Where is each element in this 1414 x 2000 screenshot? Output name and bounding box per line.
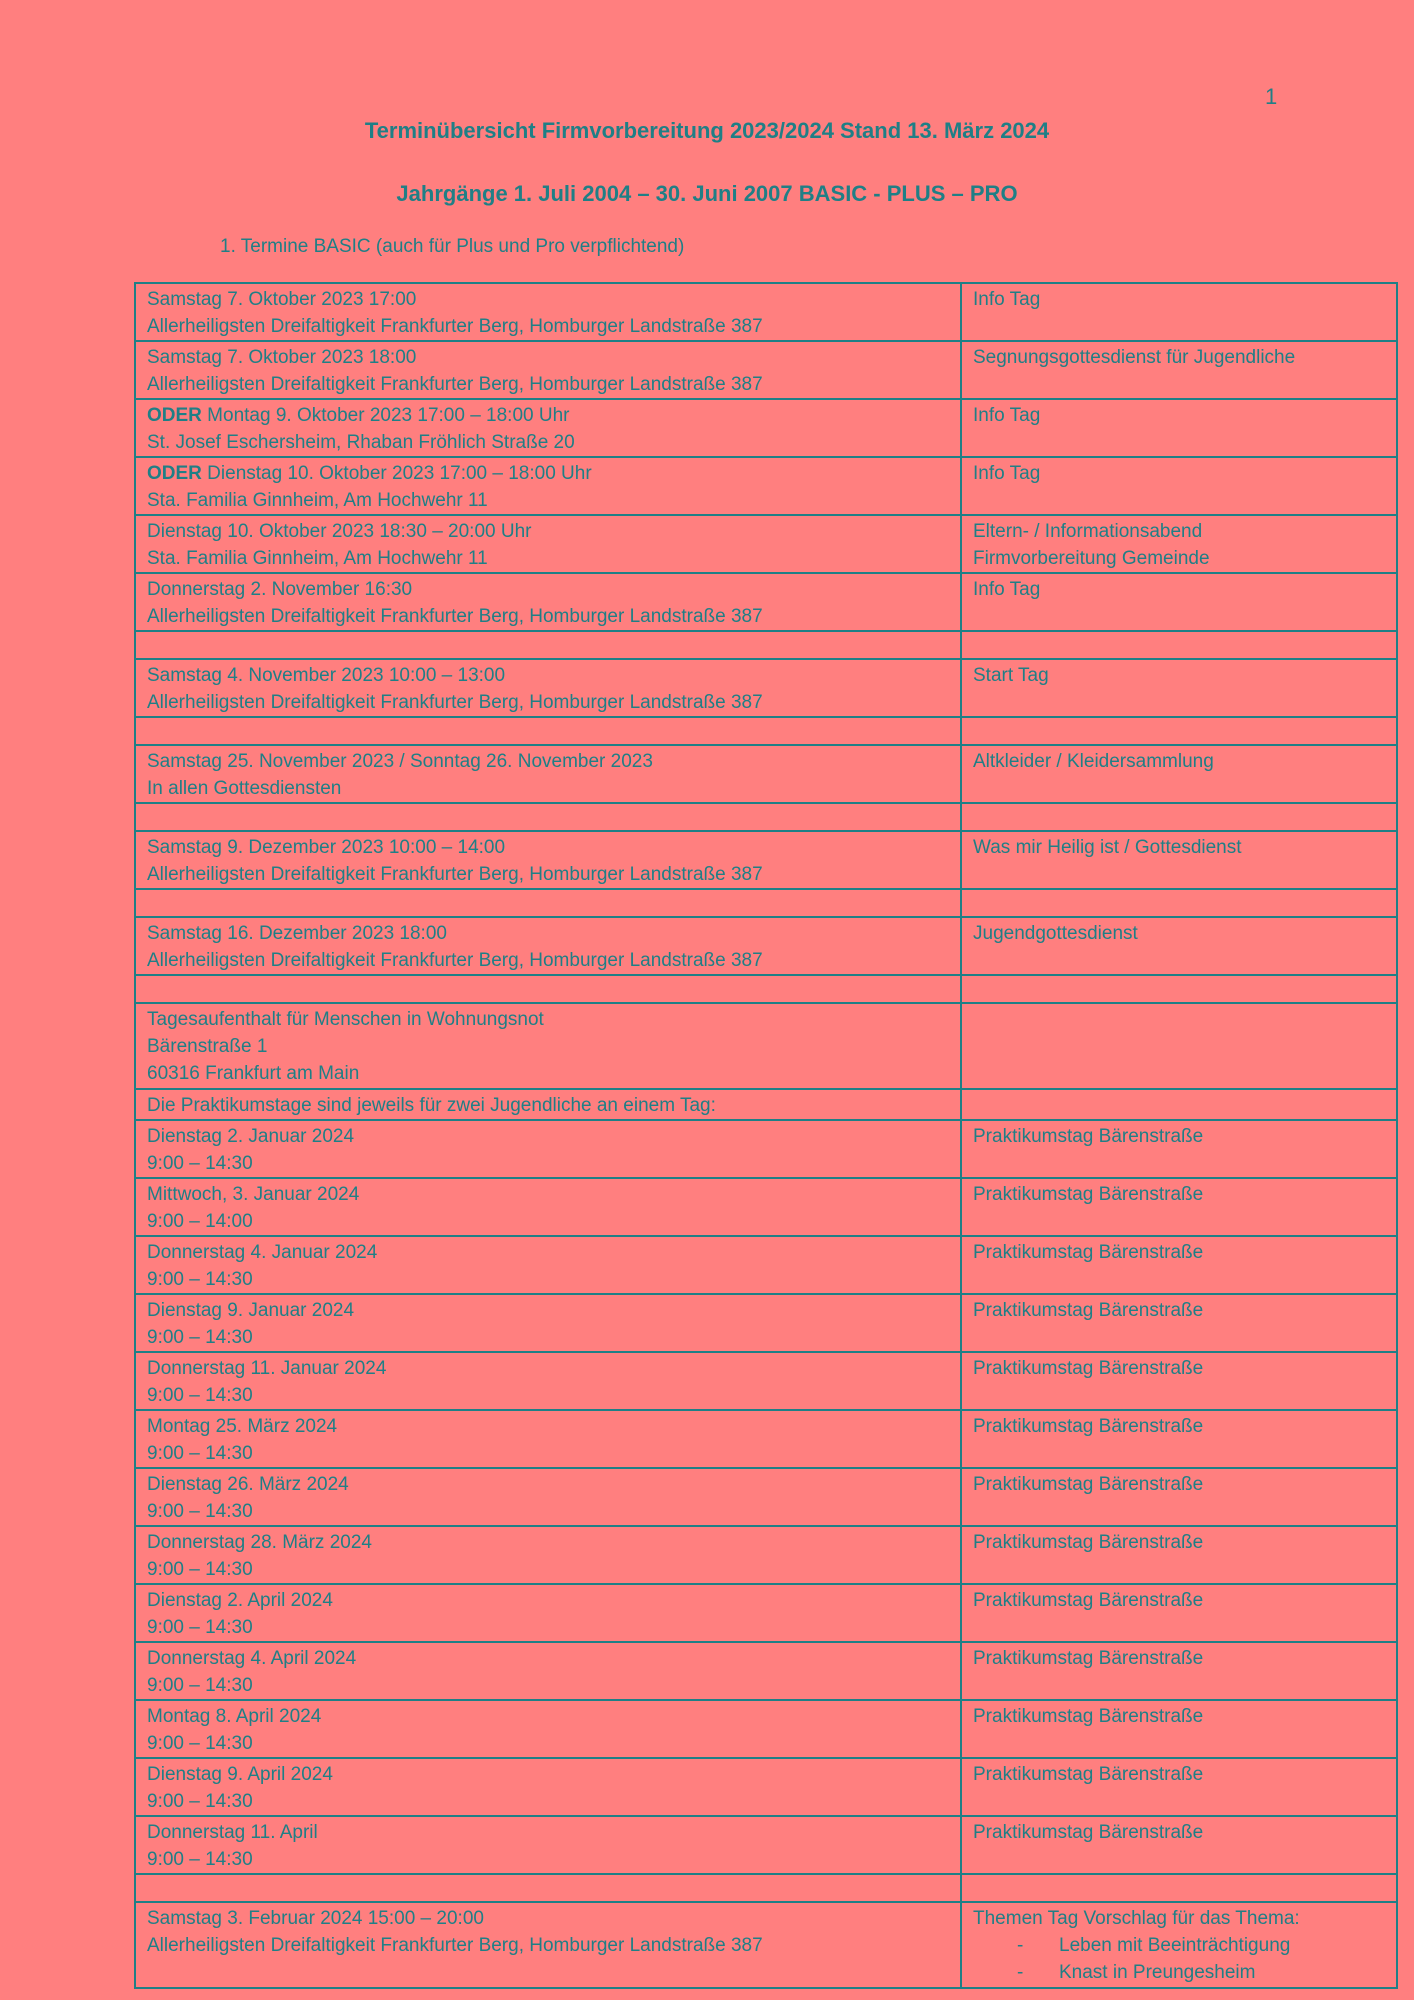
table-row [135, 283, 1397, 341]
table-row [135, 659, 1397, 717]
event-cell [961, 1236, 1397, 1294]
section-heading: 1. Termine BASIC (auch für Plus und Pro verpflichtend) [220, 236, 685, 257]
oder-prefix: ODER [147, 463, 202, 484]
date-line: Samstag 3. Februar 2024 15:00 – 20:00 [147, 1908, 484, 1929]
date-location-cell [135, 745, 961, 803]
event-cell [961, 1352, 1397, 1410]
location-line: Allerheiligsten Dreifaltigkeit Frankfurter Berg, Homburger Landstraße 387 [147, 316, 763, 337]
event-label: Praktikumstag Bärenstraße [973, 1416, 1204, 1437]
event-cell [961, 341, 1397, 399]
time-line: 9:00 – 14:30 [147, 1849, 253, 1870]
date-location-cell [135, 515, 961, 573]
date-line: Samstag 7. Oktober 2023 18:00 [147, 347, 417, 368]
empty-cell [961, 889, 1397, 917]
empty-cell [135, 717, 961, 745]
table-row [135, 573, 1397, 631]
table-row [135, 1526, 1397, 1584]
date-line: Dienstag 10. Oktober 2023 18:30 – 20:00 Uhr [147, 521, 532, 542]
event-label: Praktikumstag Bärenstraße [973, 1532, 1204, 1553]
table-row [135, 457, 1397, 515]
location-line: Allerheiligsten Dreifaltigkeit Frankfurter Berg, Homburger Landstraße 387 [147, 950, 763, 971]
date-location-cell [135, 283, 961, 341]
event-cell [961, 399, 1397, 457]
date-line: Mittwoch, 3. Januar 2024 [147, 1184, 360, 1205]
event-label: Jugendgottesdienst [973, 923, 1138, 944]
event-cell [961, 1642, 1397, 1700]
table-row [135, 399, 1397, 457]
date-line: Samstag 7. Oktober 2023 17:00 [147, 289, 417, 310]
location-line: St. Josef Eschersheim, Rhaban Fröhlich Straße 20 [147, 432, 575, 453]
event-cell [961, 1700, 1397, 1758]
event-cell [961, 1410, 1397, 1468]
event-cell [961, 1816, 1397, 1874]
topic-text: Knast in Preungesheim [1059, 1962, 1256, 1983]
date-line: Dienstag 2. April 2024 [147, 1590, 333, 1611]
table-row [135, 341, 1397, 399]
date-line: Montag 25. März 2024 [147, 1416, 338, 1437]
event-cell [961, 1526, 1397, 1584]
spacer-row [135, 975, 1397, 1003]
table-row [135, 1120, 1397, 1178]
date-line: Donnerstag 11. April [147, 1822, 318, 1843]
date-line: Samstag 16. Dezember 2023 18:00 [147, 923, 447, 944]
location-line: Sta. Familia Ginnheim, Am Hochwehr 11 [147, 548, 488, 569]
event-cell [961, 1120, 1397, 1178]
date-line: Dienstag 9. Januar 2024 [147, 1300, 355, 1321]
spacer-row [135, 1874, 1397, 1902]
empty-cell [135, 975, 961, 1003]
table-row [135, 1236, 1397, 1294]
empty-cell [961, 717, 1397, 745]
location-line: Allerheiligsten Dreifaltigkeit Frankfurter Berg, Homburger Landstraße 387 [147, 1935, 763, 1956]
event-label: Info Tag [973, 405, 1041, 426]
note-cell [135, 1089, 961, 1120]
topic-item [973, 1932, 1385, 1959]
oder-prefix: ODER [147, 405, 202, 426]
location-line: Sta. Familia Ginnheim, Am Hochwehr 11 [147, 490, 488, 511]
event-label: Praktikumstag Bärenstraße [973, 1648, 1204, 1669]
event-label: Eltern- / Informationsabend [973, 521, 1203, 542]
empty-cell [961, 1003, 1397, 1089]
table-row [135, 515, 1397, 573]
venue-name: Tagesaufenthalt für Menschen in Wohnungsnot [147, 1009, 544, 1030]
date-time-cell [135, 1352, 961, 1410]
date-line: Dienstag 2. Januar 2024 [147, 1126, 355, 1147]
venue-street: Bärenstraße 1 [147, 1036, 268, 1057]
location-line: Allerheiligsten Dreifaltigkeit Frankfurter Berg, Homburger Landstraße 387 [147, 692, 763, 713]
event-cell [961, 515, 1397, 573]
event-label: Firmvorbereitung Gemeinde [973, 548, 1210, 569]
date-location-cell [135, 573, 961, 631]
event-label: Praktikumstag Bärenstraße [973, 1764, 1204, 1785]
spacer-row [135, 631, 1397, 659]
event-cell [961, 1468, 1397, 1526]
date-location-cell [135, 659, 961, 717]
date-time-cell [135, 1120, 961, 1178]
event-label: Praktikumstag Bärenstraße [973, 1242, 1204, 1263]
event-label: Praktikumstag Bärenstraße [973, 1126, 1204, 1147]
spacer-row [135, 803, 1397, 831]
document-title: Terminübersicht Firmvorbereitung 2023/2024 Stand 13. März 2024 [364, 118, 1050, 143]
table-row [135, 1003, 1397, 1089]
empty-cell [961, 975, 1397, 1003]
spacer-row [135, 889, 1397, 917]
table-row [135, 917, 1397, 975]
dash-bullet: - [1017, 1935, 1024, 1956]
empty-cell [135, 889, 961, 917]
time-line: 9:00 – 14:30 [147, 1675, 253, 1696]
event-cell [961, 831, 1397, 889]
time-line: 9:00 – 14:30 [147, 1327, 253, 1348]
date-line: Samstag 4. November 2023 10:00 – 13:00 [147, 665, 506, 686]
time-line: 9:00 – 14:30 [147, 1501, 253, 1522]
event-label: Praktikumstag Bärenstraße [973, 1358, 1204, 1379]
table-row [135, 1700, 1397, 1758]
empty-cell [135, 631, 961, 659]
event-label: Start Tag [973, 665, 1049, 686]
date-line: Dienstag 26. März 2024 [147, 1474, 349, 1495]
date-time-cell [135, 1294, 961, 1352]
date-time-cell [135, 1642, 961, 1700]
date-line: Donnerstag 4. Januar 2024 [147, 1242, 378, 1263]
location-line: Allerheiligsten Dreifaltigkeit Frankfurter Berg, Homburger Landstraße 387 [147, 606, 763, 627]
date-location-cell [135, 399, 961, 457]
date-text: Montag 9. Oktober 2023 17:00 – 18:00 Uhr [201, 405, 570, 426]
date-time-cell [135, 1816, 961, 1874]
date-line: Donnerstag 28. März 2024 [147, 1532, 372, 1553]
time-line: 9:00 – 14:30 [147, 1385, 253, 1406]
topic-item [973, 1959, 1385, 1986]
date-time-cell [135, 1468, 961, 1526]
date-line [147, 460, 949, 487]
event-cell [961, 745, 1397, 803]
empty-cell [961, 803, 1397, 831]
event-label: Praktikumstag Bärenstraße [973, 1184, 1204, 1205]
date-line [147, 402, 949, 429]
table-row [135, 1410, 1397, 1468]
date-text: Dienstag 10. Oktober 2023 17:00 – 18:00 Uhr [201, 463, 592, 484]
spacer-row [135, 717, 1397, 745]
event-cell [961, 573, 1397, 631]
table-row [135, 1468, 1397, 1526]
table-row [135, 1352, 1397, 1410]
event-cell [961, 1178, 1397, 1236]
event-label: Altkleider / Kleidersammlung [973, 751, 1214, 772]
event-cell [961, 917, 1397, 975]
table-row [135, 745, 1397, 803]
topic-text: Leben mit Beeinträchtigung [1059, 1935, 1291, 1956]
dash-bullet: - [1017, 1962, 1024, 1983]
event-label: Themen Tag Vorschlag für das Thema: [973, 1908, 1300, 1929]
date-time-cell [135, 1236, 961, 1294]
date-location-cell [135, 457, 961, 515]
table-row [135, 1178, 1397, 1236]
location-cell [135, 1003, 961, 1089]
empty-cell [961, 1874, 1397, 1902]
location-line: In allen Gottesdiensten [147, 778, 342, 799]
empty-cell [961, 1089, 1397, 1120]
date-time-cell [135, 1410, 961, 1468]
time-line: 9:00 – 14:30 [147, 1733, 253, 1754]
date-line: Dienstag 9. April 2024 [147, 1764, 333, 1785]
event-cell [961, 1294, 1397, 1352]
table-row [135, 1584, 1397, 1642]
event-label: Segnungsgottesdienst für Jugendliche [973, 347, 1296, 368]
event-label: Praktikumstag Bärenstraße [973, 1474, 1204, 1495]
event-cell [961, 1584, 1397, 1642]
event-cell [961, 457, 1397, 515]
topic-list [973, 1932, 1385, 1986]
time-line: 9:00 – 14:30 [147, 1559, 253, 1580]
date-time-cell [135, 1178, 961, 1236]
event-cell [961, 283, 1397, 341]
date-time-cell [135, 1526, 961, 1584]
venue-city: 60316 Frankfurt am Main [147, 1063, 360, 1084]
date-location-cell [135, 917, 961, 975]
location-line: Allerheiligsten Dreifaltigkeit Frankfurter Berg, Homburger Landstraße 387 [147, 864, 763, 885]
event-label: Was mir Heilig ist / Gottesdienst [973, 837, 1242, 858]
table-row [135, 1294, 1397, 1352]
time-line: 9:00 – 14:30 [147, 1269, 253, 1290]
date-time-cell [135, 1700, 961, 1758]
time-line: 9:00 – 14:00 [147, 1211, 253, 1232]
table-row [135, 831, 1397, 889]
event-label: Praktikumstag Bärenstraße [973, 1300, 1204, 1321]
time-line: 9:00 – 14:30 [147, 1443, 253, 1464]
location-line: Allerheiligsten Dreifaltigkeit Frankfurter Berg, Homburger Landstraße 387 [147, 374, 763, 395]
date-time-cell [135, 1758, 961, 1816]
table-row [135, 1902, 1397, 1988]
date-line: Donnerstag 4. April 2024 [147, 1648, 357, 1669]
date-line: Samstag 25. November 2023 / Sonntag 26. November 2023 [147, 751, 653, 772]
empty-cell [135, 1874, 961, 1902]
table-row [135, 1642, 1397, 1700]
event-label: Info Tag [973, 289, 1041, 310]
date-time-cell [135, 1584, 961, 1642]
event-label: Praktikumstag Bärenstraße [973, 1706, 1204, 1727]
date-line: Donnerstag 2. November 16:30 [147, 579, 413, 600]
schedule-table [134, 282, 1398, 1989]
table-row [135, 1758, 1397, 1816]
event-label: Praktikumstag Bärenstraße [973, 1590, 1204, 1611]
event-cell [961, 1902, 1397, 1988]
event-cell [961, 659, 1397, 717]
time-line: 9:00 – 14:30 [147, 1617, 253, 1638]
page-number: 1 [1265, 84, 1278, 109]
event-cell [961, 1758, 1397, 1816]
empty-cell [961, 631, 1397, 659]
event-label: Info Tag [973, 463, 1041, 484]
date-line: Donnerstag 11. Januar 2024 [147, 1358, 387, 1379]
date-line: Montag 8. April 2024 [147, 1706, 322, 1727]
date-location-cell [135, 1902, 961, 1988]
empty-cell [135, 803, 961, 831]
practicum-note: Die Praktikumstage sind jeweils für zwei Jugendliche an einem Tag: [147, 1095, 716, 1116]
table-row [135, 1816, 1397, 1874]
event-label: Praktikumstag Bärenstraße [973, 1822, 1204, 1843]
table-row [135, 1089, 1397, 1120]
event-label: Info Tag [973, 579, 1041, 600]
document-subtitle: Jahrgänge 1. Juli 2004 – 30. Juni 2007 BASIC - PLUS – PRO [396, 181, 1018, 206]
time-line: 9:00 – 14:30 [147, 1791, 253, 1812]
date-location-cell [135, 831, 961, 889]
date-location-cell [135, 341, 961, 399]
date-line: Samstag 9. Dezember 2023 10:00 – 14:00 [147, 837, 506, 858]
time-line: 9:00 – 14:30 [147, 1153, 253, 1174]
